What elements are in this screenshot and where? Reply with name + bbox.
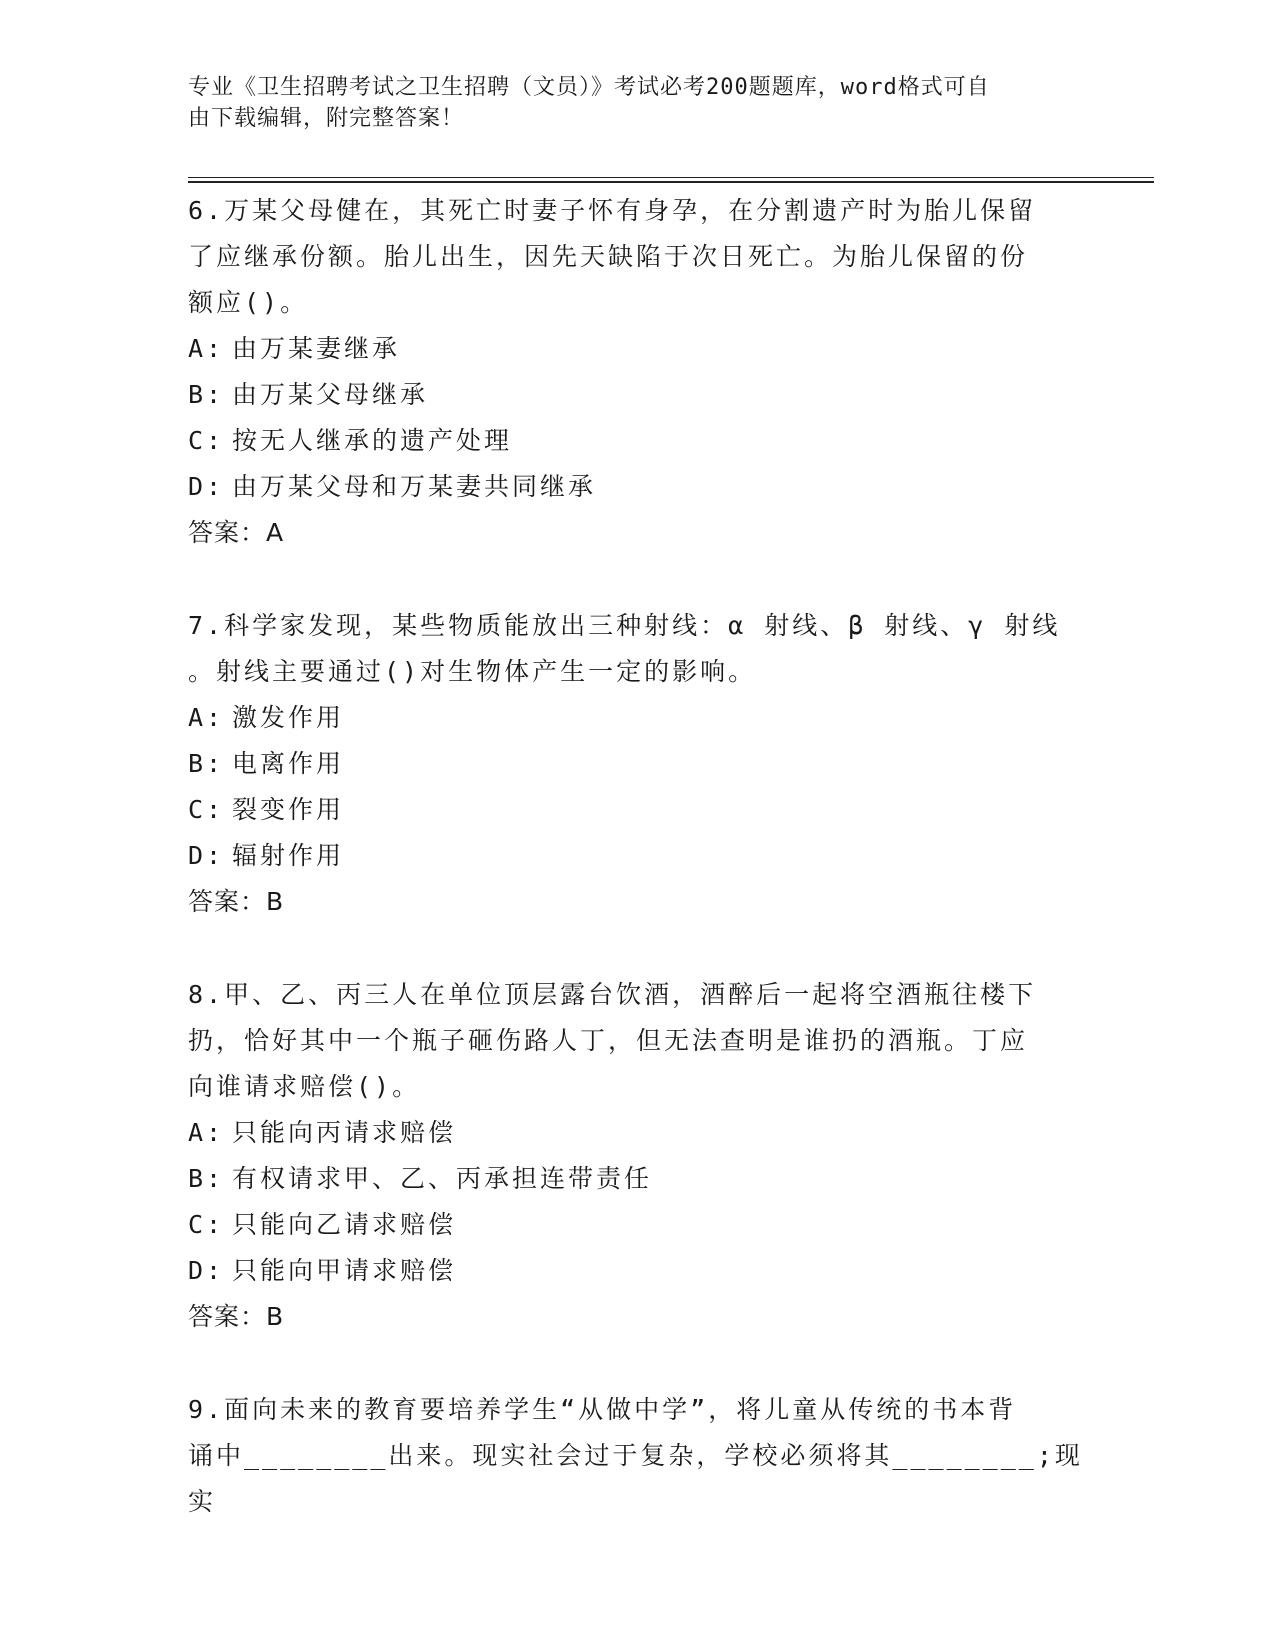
question-spacer: [188, 925, 1088, 972]
question-item: [188, 188, 1088, 556]
option-letter: D:: [188, 472, 225, 501]
question-stem-line: 扔，恰好其中一个瓶子砸伤路人丁，但无法查明是谁扔的酒瓶。丁应: [188, 1026, 1029, 1055]
question-spacer: [188, 556, 1088, 603]
answer-option: [188, 372, 1088, 418]
answer-option: [188, 741, 1088, 787]
answer-option: [188, 464, 1088, 510]
option-text: 由万某妻继承: [232, 334, 401, 363]
answer-key: 答案：B: [188, 887, 285, 916]
option-text: 辐射作用: [232, 841, 345, 870]
option-letter: D:: [188, 841, 225, 870]
answer-option: [188, 326, 1088, 372]
answer-option: [188, 833, 1088, 879]
question-item: [188, 972, 1088, 1340]
option-letter: B:: [188, 1164, 225, 1193]
option-letter: B:: [188, 749, 225, 778]
answer-key: 答案：B: [188, 1302, 285, 1331]
question-stem-line: 了应继承份额。胎儿出生，因先天缺陷于次日死亡。为胎儿保留的份: [188, 242, 1029, 271]
answer-option: [188, 1156, 1088, 1202]
option-text: 由万某父母继承: [232, 380, 429, 409]
question-item: [188, 603, 1088, 925]
option-letter: A:: [188, 1118, 225, 1147]
option-letter: C:: [188, 1210, 225, 1239]
answer-option: [188, 1110, 1088, 1156]
question-stem-line: 6.万某父母健在，其死亡时妻子怀有身孕，在分割遗产时为胎儿保留: [188, 196, 1037, 225]
option-text: 只能向乙请求赔偿: [232, 1210, 457, 1239]
option-text: 裂变作用: [232, 795, 345, 824]
question-item: [188, 1387, 1088, 1525]
option-letter: A:: [188, 703, 225, 732]
header-line: 由下载编辑，附完整答案！: [188, 106, 465, 131]
question-list: [188, 188, 1088, 1525]
question-spacer: [188, 1340, 1088, 1387]
answer-option: [188, 787, 1088, 833]
question-stem-line: 。射线主要通过()对生物体产生一定的影响。: [188, 657, 757, 686]
option-text: 只能向丙请求赔偿: [232, 1118, 457, 1147]
answer-option: [188, 695, 1088, 741]
option-text: 按无人继承的遗产处理: [232, 426, 513, 455]
question-stem-line: 向谁请求赔偿()。: [188, 1072, 421, 1101]
option-letter: D:: [188, 1256, 225, 1285]
question-stem-line: 额应()。: [188, 288, 309, 317]
option-text: 有权请求甲、乙、丙承担连带责任: [232, 1164, 653, 1193]
question-stem-line: 8.甲、乙、丙三人在单位顶层露台饮酒，酒醉后一起将空酒瓶往楼下: [188, 980, 1037, 1009]
option-letter: B:: [188, 380, 225, 409]
answer-key: 答案：A: [188, 518, 285, 547]
option-text: 由万某父母和万某妻共同继承: [232, 472, 597, 501]
answer-option: [188, 1248, 1088, 1294]
answer-option: [188, 1202, 1088, 1248]
option-letter: C:: [188, 795, 225, 824]
question-stem-line: 9.面向未来的教育要培养学生“从做中学”，将儿童从传统的书本背: [188, 1395, 1017, 1424]
header-divider: [188, 181, 1154, 183]
option-letter: A:: [188, 334, 225, 363]
header-line: 专业《卫生招聘考试之卫生招聘（文员）》考试必考200题题库，word格式可自: [188, 75, 990, 100]
option-text: 激发作用: [232, 703, 345, 732]
question-stem-line: 7.科学家发现，某些物质能放出三种射线：α 射线、β 射线、γ 射线: [188, 611, 1061, 640]
question-stem-line: 诵中________出来。现实社会过于复杂，学校必须将其________;现实: [188, 1441, 1083, 1516]
option-text: 只能向甲请求赔偿: [232, 1256, 457, 1285]
option-letter: C:: [188, 426, 225, 455]
answer-option: [188, 418, 1088, 464]
option-text: 电离作用: [232, 749, 345, 778]
document-header: [188, 72, 1088, 134]
header-divider: [188, 177, 1154, 178]
